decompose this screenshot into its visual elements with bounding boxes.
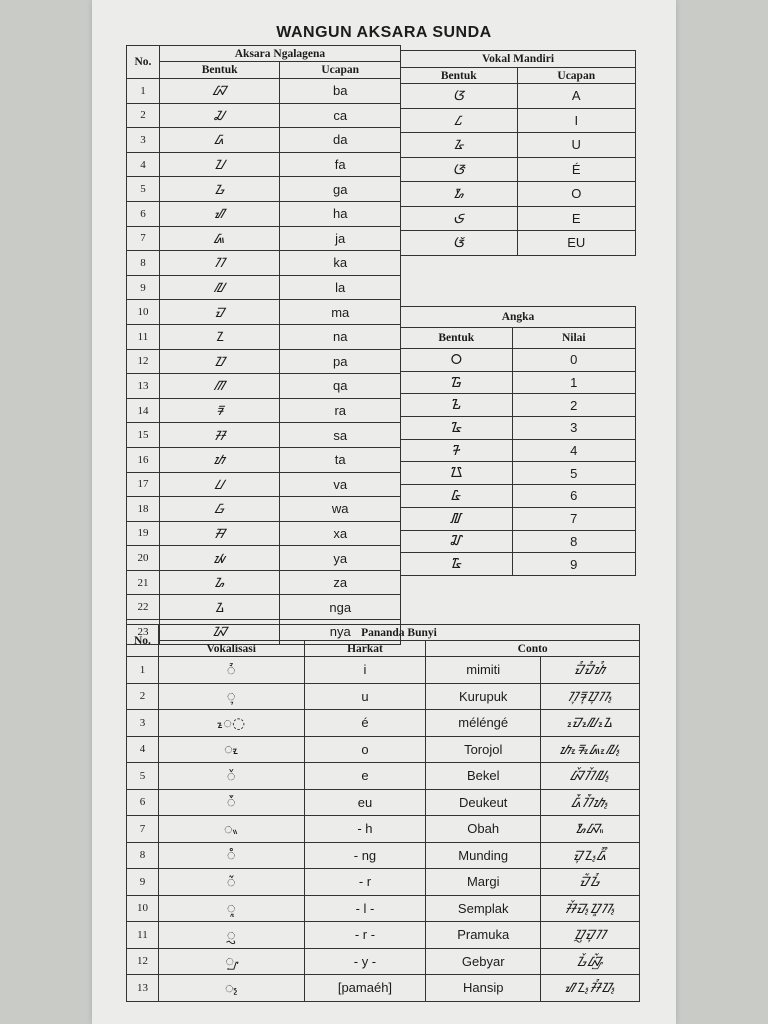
conto-word: Munding <box>426 842 541 869</box>
row-number: 12 <box>127 349 160 374</box>
table-row <box>401 530 636 553</box>
vokal-glyph: ᮅ <box>401 133 518 158</box>
vokal-col-bentuk: Bentuk <box>401 68 518 84</box>
aksara-glyph: ᮝ <box>159 497 280 522</box>
pananda-col-vokalisasi: Vokalisasi <box>158 641 304 657</box>
ucapan-text: da <box>280 128 401 153</box>
vokalisasi-mark: ◌ᮂ <box>158 816 304 843</box>
table-row <box>127 226 401 251</box>
table-row <box>127 789 640 816</box>
angka-glyph: ᮸ <box>401 530 513 553</box>
row-number: 12 <box>127 948 159 975</box>
row-number: 14 <box>127 398 160 423</box>
row-number: 7 <box>127 816 159 843</box>
conto-script: ᮕᮢᮙᮥᮊ <box>541 922 640 949</box>
angka-col-nilai: Nilai <box>512 328 635 349</box>
ucapan-text: za <box>280 570 401 595</box>
table-row <box>401 417 636 440</box>
aksara-glyph: ᮐ <box>159 570 280 595</box>
ucapan-text: qa <box>280 374 401 399</box>
harkat-text: u <box>304 683 426 710</box>
table-row <box>127 103 401 128</box>
harkat-text: - h <box>304 816 426 843</box>
row-number: 7 <box>127 226 160 251</box>
vokal-glyph: ᮃ <box>401 84 518 109</box>
vokal-group-header: Vokal Mandiri <box>401 51 636 68</box>
row-number: 11 <box>127 324 160 349</box>
pananda-col-harkat: Harkat <box>304 641 426 657</box>
ucapan-text: ha <box>280 201 401 226</box>
row-number: 22 <box>127 595 160 620</box>
aksara-glyph: ᮒ <box>159 447 280 472</box>
table-row <box>401 349 636 372</box>
vokal-ucapan-text: U <box>517 133 636 158</box>
pananda-col-conto: Conto <box>426 641 640 657</box>
table-row <box>401 157 636 182</box>
angka-nilai-text: 8 <box>512 530 635 553</box>
angka-group-header: Angka <box>401 307 636 328</box>
aksara-glyph: ᮏ <box>159 226 280 251</box>
ucapan-text: wa <box>280 497 401 522</box>
table-row <box>127 177 401 202</box>
conto-script: ᮙᮦᮜᮦᮍᮦ <box>541 710 640 737</box>
conto-script: ᮙᮁᮌᮤ <box>541 869 640 896</box>
harkat-text: - r <box>304 869 426 896</box>
aksara-glyph: ᮕ <box>159 349 280 374</box>
ucapan-text: na <box>280 324 401 349</box>
ngalagena-col-no: No. <box>127 46 160 79</box>
table-row <box>401 439 636 462</box>
ngalagena-table <box>126 45 401 645</box>
row-number: 3 <box>127 128 160 153</box>
vokal-glyph: ᮄ <box>401 108 518 133</box>
row-number: 1 <box>127 657 159 684</box>
ucapan-text: nga <box>280 595 401 620</box>
angka-glyph: ᮰ <box>401 349 513 372</box>
row-number: 23 <box>127 620 160 645</box>
vokal-ucapan-text: E <box>517 206 636 231</box>
vokal-ucapan-text: O <box>517 182 636 207</box>
vokalisasi-mark: ◌ᮁ <box>158 869 304 896</box>
aksara-glyph: ᮑ <box>159 620 280 645</box>
vokalisasi-mark: ◌ᮡ <box>158 948 304 975</box>
table-row <box>401 206 636 231</box>
table-row <box>127 423 401 448</box>
ucapan-text: ta <box>280 447 401 472</box>
aksara-glyph: ᮜ <box>159 275 280 300</box>
conto-word: Gebyar <box>426 948 541 975</box>
aksara-glyph: ᮋ <box>159 374 280 399</box>
aksara-glyph: ᮟ <box>159 521 280 546</box>
row-number: 13 <box>127 374 160 399</box>
conto-script: ᮊᮥᮛᮥᮕᮥᮊ᮪ <box>541 683 640 710</box>
angka-glyph: ᮳ <box>401 417 513 440</box>
harkat-text: o <box>304 736 426 763</box>
harkat-text: [pamaéh] <box>304 975 426 1002</box>
ucapan-text: ba <box>280 79 401 104</box>
table-row <box>127 683 640 710</box>
aksara-glyph: ᮓ <box>159 128 280 153</box>
table-row <box>127 349 401 374</box>
ucapan-text: ja <box>280 226 401 251</box>
conto-script: ᮞᮨᮙ᮪ᮕᮣᮊ᮪ <box>541 895 640 922</box>
ucapan-text: nya <box>280 620 401 645</box>
row-number: 2 <box>127 103 160 128</box>
conto-script: ᮘᮨᮊᮨᮜ᮪ <box>541 763 640 790</box>
vokalisasi-mark: ◌ᮥ <box>158 683 304 710</box>
table-row <box>127 79 401 104</box>
vokalisasi-mark: ◌ᮢ <box>158 922 304 949</box>
vokalisasi-mark: ᮦ◌ <box>158 710 304 737</box>
row-number: 1 <box>127 79 160 104</box>
aksara-glyph: ᮚ <box>159 546 280 571</box>
table-row <box>127 922 640 949</box>
vokal-glyph: ᮉ <box>401 231 518 256</box>
angka-nilai-text: 2 <box>512 394 635 417</box>
angka-nilai-text: 0 <box>512 349 635 372</box>
table-row <box>127 546 401 571</box>
ucapan-text: xa <box>280 521 401 546</box>
harkat-text: eu <box>304 789 426 816</box>
angka-nilai-text: 6 <box>512 485 635 508</box>
ucapan-text: ya <box>280 546 401 571</box>
row-number: 16 <box>127 447 160 472</box>
aksara-glyph: ᮎ <box>159 103 280 128</box>
row-number: 11 <box>127 922 159 949</box>
vokal-ucapan-text: A <box>517 84 636 109</box>
vokalisasi-mark: ◌ᮤ <box>158 657 304 684</box>
row-number: 10 <box>127 300 160 325</box>
table-row <box>401 553 636 576</box>
row-number: 4 <box>127 152 160 177</box>
table-row <box>127 710 640 737</box>
table-row <box>401 231 636 256</box>
ucapan-text: fa <box>280 152 401 177</box>
table-row <box>401 108 636 133</box>
table-row <box>127 595 401 620</box>
row-number: 8 <box>127 251 160 276</box>
ucapan-text: ca <box>280 103 401 128</box>
vokal-col-ucapan: Ucapan <box>517 68 636 84</box>
vokalisasi-mark: ◌ᮨ <box>158 763 304 790</box>
row-number: 6 <box>127 789 159 816</box>
conto-script: ᮓᮩᮊᮩᮒ᮪ <box>541 789 640 816</box>
angka-glyph: ᮶ <box>401 485 513 508</box>
vokalisasi-mark: ◌ᮀ <box>158 842 304 869</box>
pananda-group-header: Pananda Bunyi <box>158 625 639 641</box>
row-number: 4 <box>127 736 159 763</box>
vokalisasi-mark: ◌ᮩ <box>158 789 304 816</box>
table-row <box>127 895 640 922</box>
conto-script: ᮙᮥᮔ᮪ᮓᮤᮀ <box>541 842 640 869</box>
table-row <box>127 736 640 763</box>
harkat-text: - r - <box>304 922 426 949</box>
vokal-glyph: ᮆ <box>401 157 518 182</box>
row-number: 13 <box>127 975 159 1002</box>
angka-table <box>400 306 636 576</box>
table-row <box>401 133 636 158</box>
angka-nilai-text: 3 <box>512 417 635 440</box>
pananda-bunyi-table <box>126 624 640 1002</box>
vokal-ucapan-text: É <box>517 157 636 182</box>
conto-word: Bekel <box>426 763 541 790</box>
table-row <box>127 374 401 399</box>
angka-nilai-text: 9 <box>512 553 635 576</box>
row-number: 8 <box>127 842 159 869</box>
table-row <box>127 300 401 325</box>
harkat-text: e <box>304 763 426 790</box>
ucapan-text: pa <box>280 349 401 374</box>
table-row <box>127 472 401 497</box>
harkat-text: - ng <box>304 842 426 869</box>
table-row <box>401 462 636 485</box>
table-row <box>401 507 636 530</box>
ngalagena-col-ucapan: Ucapan <box>280 62 401 79</box>
table-row <box>127 570 401 595</box>
aksara-glyph: ᮍ <box>159 595 280 620</box>
row-number: 5 <box>127 763 159 790</box>
row-number: 15 <box>127 423 160 448</box>
table-row <box>127 324 401 349</box>
pananda-col-no: No. <box>127 625 159 657</box>
ngalagena-group-header: Aksara Ngalagena <box>159 46 400 62</box>
vokalisasi-mark: ◌ᮧ <box>158 736 304 763</box>
vokal-mandiri-table <box>400 50 636 256</box>
row-number: 21 <box>127 570 160 595</box>
conto-word: Deukeut <box>426 789 541 816</box>
table-row <box>127 152 401 177</box>
table-row <box>127 842 640 869</box>
angka-glyph: ᮹ <box>401 553 513 576</box>
row-number: 10 <box>127 895 159 922</box>
table-row <box>127 201 401 226</box>
conto-word: méléngé <box>426 710 541 737</box>
ngalagena-col-bentuk: Bentuk <box>159 62 280 79</box>
conto-word: Hansip <box>426 975 541 1002</box>
table-row <box>127 948 640 975</box>
vokalisasi-mark: ◌ᮣ <box>158 895 304 922</box>
aksara-glyph: ᮔ <box>159 324 280 349</box>
table-row <box>127 398 401 423</box>
ucapan-text: ma <box>280 300 401 325</box>
harkat-text: - y - <box>304 948 426 975</box>
angka-glyph: ᮴ <box>401 439 513 462</box>
conto-word: Pramuka <box>426 922 541 949</box>
table-row <box>401 182 636 207</box>
row-number: 2 <box>127 683 159 710</box>
vokal-ucapan-text: EU <box>517 231 636 256</box>
angka-col-bentuk: Bentuk <box>401 328 513 349</box>
angka-nilai-text: 4 <box>512 439 635 462</box>
vokal-glyph: ᮈ <box>401 206 518 231</box>
row-number: 9 <box>127 869 159 896</box>
conto-word: Torojol <box>426 736 541 763</box>
angka-glyph: ᮱ <box>401 371 513 394</box>
aksara-glyph: ᮊ <box>159 251 280 276</box>
conto-script: ᮙᮤᮙᮤᮒᮤ <box>541 657 640 684</box>
table-row <box>127 447 401 472</box>
row-number: 6 <box>127 201 160 226</box>
conto-word: Semplak <box>426 895 541 922</box>
vokal-glyph: ᮇ <box>401 182 518 207</box>
conto-script: ᮇᮘᮂ <box>541 816 640 843</box>
aksara-glyph: ᮘ <box>159 79 280 104</box>
angka-nilai-text: 5 <box>512 462 635 485</box>
table-row <box>401 84 636 109</box>
harkat-text: é <box>304 710 426 737</box>
conto-word: Kurupuk <box>426 683 541 710</box>
angka-nilai-text: 7 <box>512 507 635 530</box>
ucapan-text: va <box>280 472 401 497</box>
conto-script: ᮒᮧᮛᮧᮏᮧᮜ᮪ <box>541 736 640 763</box>
aksara-glyph: ᮖ <box>159 152 280 177</box>
conto-word: mimiti <box>426 657 541 684</box>
conto-script: ᮌᮨᮘᮡᮁ <box>541 948 640 975</box>
row-number: 3 <box>127 710 159 737</box>
ucapan-text: ga <box>280 177 401 202</box>
vokal-ucapan-text: I <box>517 108 636 133</box>
row-number: 20 <box>127 546 160 571</box>
aksara-glyph: ᮠ <box>159 201 280 226</box>
table-row <box>127 869 640 896</box>
table-row <box>401 485 636 508</box>
angka-glyph: ᮵ <box>401 462 513 485</box>
table-row <box>401 394 636 417</box>
table-row <box>127 816 640 843</box>
row-number: 19 <box>127 521 160 546</box>
aksara-glyph: ᮛ <box>159 398 280 423</box>
row-number: 5 <box>127 177 160 202</box>
conto-word: Margi <box>426 869 541 896</box>
table-row <box>127 275 401 300</box>
angka-glyph: ᮲ <box>401 394 513 417</box>
table-row <box>127 128 401 153</box>
aksara-glyph: ᮌ <box>159 177 280 202</box>
table-row <box>127 251 401 276</box>
harkat-text: - l - <box>304 895 426 922</box>
angka-glyph: ᮷ <box>401 507 513 530</box>
row-number: 9 <box>127 275 160 300</box>
angka-nilai-text: 1 <box>512 371 635 394</box>
table-row <box>401 371 636 394</box>
aksara-glyph: ᮙ <box>159 300 280 325</box>
aksara-glyph: ᮗ <box>159 472 280 497</box>
ucapan-text: la <box>280 275 401 300</box>
table-row <box>127 521 401 546</box>
conto-script: ᮠᮔ᮪ᮞᮤᮕ᮪ <box>541 975 640 1002</box>
page-title: WANGUN AKSARA SUNDA <box>276 24 492 41</box>
ucapan-text: sa <box>280 423 401 448</box>
row-number: 18 <box>127 497 160 522</box>
harkat-text: i <box>304 657 426 684</box>
vokalisasi-mark: ◌᮪ <box>158 975 304 1002</box>
table-row <box>127 657 640 684</box>
conto-word: Obah <box>426 816 541 843</box>
aksara-glyph: ᮞ <box>159 423 280 448</box>
table-row <box>127 763 640 790</box>
row-number: 17 <box>127 472 160 497</box>
table-row <box>127 497 401 522</box>
ucapan-text: ra <box>280 398 401 423</box>
table-row <box>127 975 640 1002</box>
ucapan-text: ka <box>280 251 401 276</box>
